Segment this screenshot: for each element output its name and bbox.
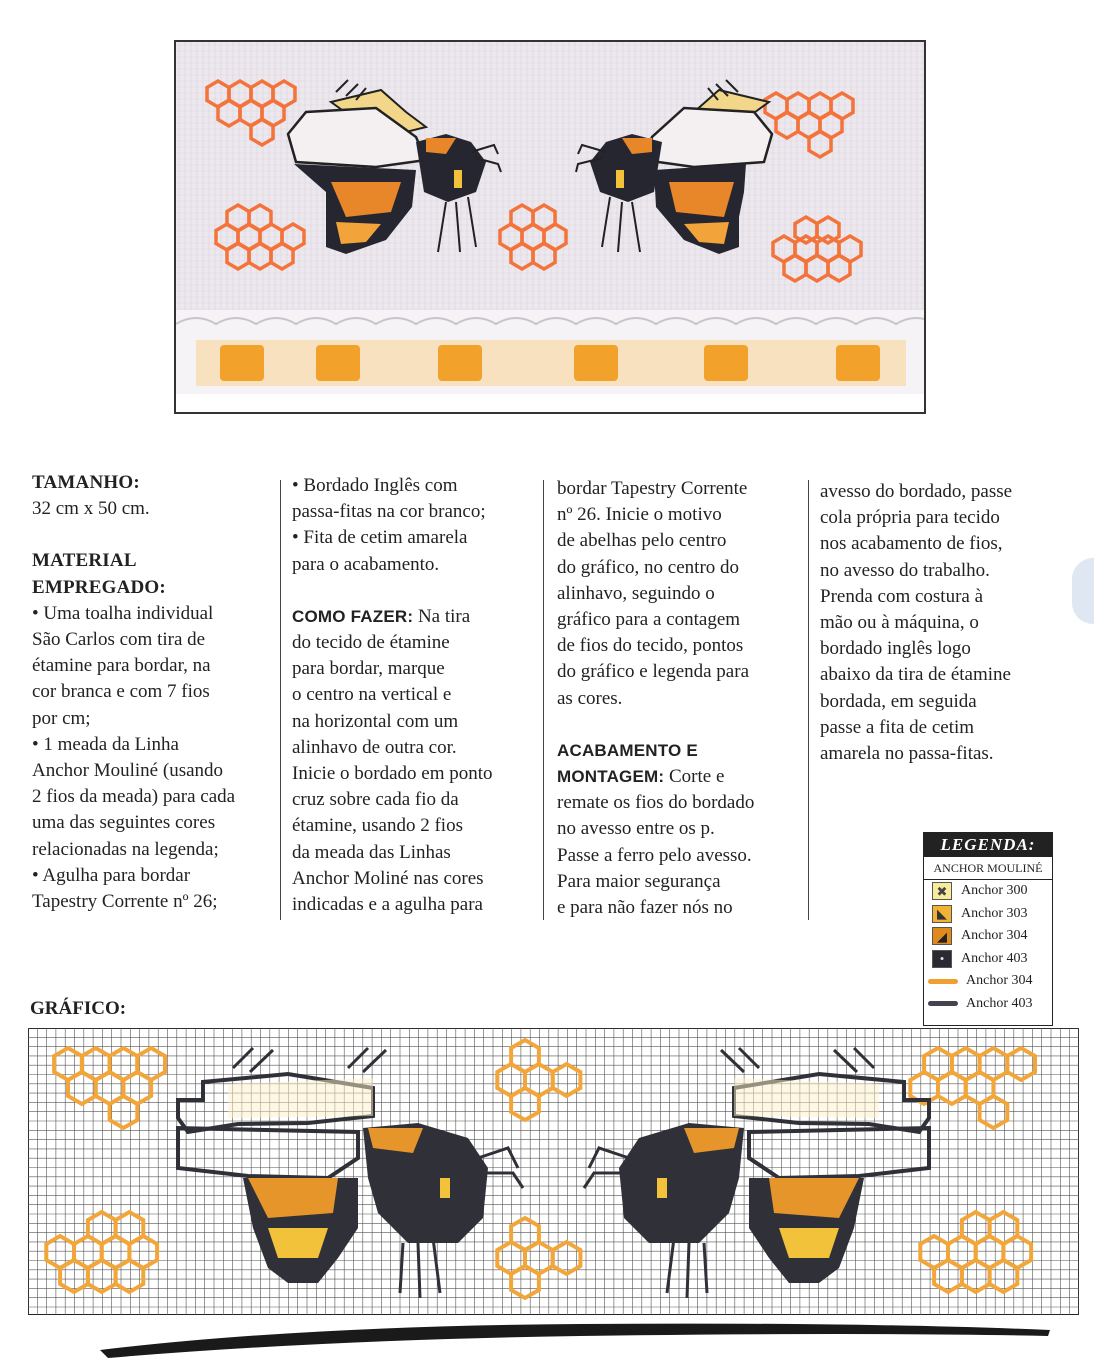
- text-line: de fios do tecido, pontos: [557, 635, 744, 657]
- legend-label: Anchor 403: [966, 995, 1033, 1011]
- text-line: amarela no passa-fitas.: [820, 743, 994, 765]
- legend-item: [924, 880, 1052, 903]
- legend-title: LEGENDA:: [924, 833, 1052, 857]
- column-divider: [808, 480, 809, 920]
- column-divider: [543, 480, 544, 920]
- text-line: étamine, usando 2 fios: [292, 815, 463, 837]
- photo-illustration: [176, 42, 924, 412]
- page-edge-tab: [1072, 558, 1094, 624]
- text-line: e para não fazer nós no: [557, 897, 733, 919]
- bee-stripe-yellow: [779, 1228, 839, 1258]
- text-line: passe a fita de cetim: [820, 716, 975, 738]
- como-fazer-heading: COMO FAZER:: [292, 606, 414, 626]
- legend-item: [924, 948, 1052, 971]
- material-list: [32, 601, 272, 915]
- embroidery-photo: [174, 40, 926, 414]
- acabamento-heading-line-1: ACABAMENTO E: [557, 740, 698, 760]
- text-line: mão ou à máquina, o: [820, 612, 979, 634]
- text-line: 2 fios da meada) para cada: [32, 786, 236, 808]
- material-heading-line-2: EMPREGADO:: [32, 576, 166, 598]
- legend-swatch-icon: ◣: [932, 905, 952, 923]
- text-line: o centro na vertical e: [292, 684, 452, 706]
- bee-eye: [440, 1178, 450, 1198]
- text-line: do gráfico e legenda para: [557, 661, 750, 683]
- column-divider: [280, 480, 281, 920]
- column-4: [820, 479, 1060, 767]
- legend-label: Anchor 303: [961, 905, 1028, 921]
- legend-swatch-icon: ✖: [932, 882, 952, 900]
- text-line: étamine para bordar, na: [32, 655, 211, 677]
- como-fazer-first-text: Na tira: [413, 605, 471, 627]
- column-2: [292, 473, 537, 918]
- legend-item: [924, 925, 1052, 948]
- decorative-brush-stroke: [100, 1318, 1060, 1358]
- photo-lace-border: [176, 310, 924, 412]
- legend-label: Anchor 403: [961, 950, 1028, 966]
- legend-line-swatch: [928, 979, 958, 984]
- text-line: de abelhas pelo centro: [557, 530, 727, 552]
- material-heading-line-1: MATERIAL: [32, 550, 137, 572]
- legend-subtitle: ANCHOR MOULINÉ: [924, 857, 1052, 880]
- size-value: 32 cm x 50 cm.: [32, 498, 150, 520]
- legend-label: Anchor 304: [966, 973, 1033, 989]
- text-line: na horizontal com um: [292, 710, 459, 732]
- text-line: alinhavo, seguindo o: [557, 582, 715, 604]
- bee-wing-fill: [228, 1078, 373, 1118]
- acabamento-heading-line-2: MONTAGEM:: [557, 767, 665, 787]
- text-line: abaixo da tira de étamine: [820, 664, 1011, 686]
- text-line: • Bordado Inglês com: [292, 475, 458, 496]
- legend-item: [924, 970, 1052, 993]
- text-line: avesso do bordado, passe: [820, 481, 1013, 502]
- legend-item: [924, 903, 1052, 926]
- text-line: uma das seguintes cores: [32, 812, 216, 834]
- text-line: bordado inglês logo: [820, 638, 971, 660]
- stitch-chart: [28, 1028, 1079, 1315]
- text-line: no avesso do trabalho.: [820, 559, 990, 581]
- legend-swatch-icon: ◢: [932, 927, 952, 945]
- text-line: nos acabamento de fios,: [820, 533, 1003, 555]
- como-fazer-text-continued: [557, 476, 797, 712]
- como-fazer-text: [292, 630, 537, 918]
- text-line: Tapestry Corrente nº 26;: [32, 891, 218, 913]
- como-fazer-first-line: [292, 604, 537, 630]
- chart-label: GRÁFICO:: [30, 998, 127, 1019]
- text-line: para o acabamento.: [292, 553, 440, 575]
- text-line: • Fita de cetim amarela: [292, 527, 468, 549]
- column-1: [32, 470, 272, 915]
- legend-items: [924, 880, 1052, 1015]
- text-line: cola própria para tecido: [820, 507, 1000, 529]
- text-line: São Carlos com tira de: [32, 629, 206, 651]
- bee-stripe-yellow: [268, 1228, 328, 1258]
- material-list-continued: [292, 473, 537, 578]
- text-line: • Uma toalha individual: [32, 602, 214, 624]
- text-line: Para maior segurança: [557, 870, 721, 892]
- text-line: remate os fios do bordado: [557, 792, 755, 814]
- text-line: • Agulha para bordar: [32, 864, 191, 886]
- text-line: Passe a ferro pelo avesso.: [557, 844, 752, 866]
- text-line: as cores.: [557, 687, 623, 709]
- text-line: bordada, em seguida: [820, 690, 977, 712]
- text-line: do tecido de étamine: [292, 632, 450, 654]
- acabamento-text-continued: [820, 479, 1060, 767]
- text-line: cor branca e com 7 fios: [32, 681, 210, 703]
- text-line: indicadas e a agulha para: [292, 894, 483, 916]
- text-line: alinhavo de outra cor.: [292, 736, 457, 758]
- legend-label: Anchor 304: [961, 928, 1028, 944]
- text-line: • 1 meada da Linha: [32, 733, 179, 755]
- bee-wing-fill: [734, 1078, 879, 1118]
- text-line: bordar Tapestry Corrente: [557, 478, 748, 499]
- legend-label: Anchor 300: [961, 883, 1028, 899]
- text-line: no avesso entre os p.: [557, 818, 715, 840]
- legend-item: [924, 993, 1052, 1016]
- acabamento-first-line: [557, 764, 797, 790]
- text-line: Inicie o bordado em ponto: [292, 763, 493, 785]
- text-line: gráfico para a contagem: [557, 609, 741, 631]
- acabamento-text: [557, 790, 797, 921]
- text-line: nº 26. Inicie o motivo: [557, 504, 722, 526]
- text-line: Prenda com costura à: [820, 585, 984, 607]
- legend-line-swatch: [928, 1001, 958, 1006]
- text-line: cruz sobre cada fio da: [292, 789, 459, 811]
- text-line: relacionadas na legenda;: [32, 838, 219, 860]
- text-line: Anchor Moliné nas cores: [292, 867, 484, 889]
- text-line: Anchor Mouliné (usando: [32, 760, 224, 782]
- legend-box: [923, 832, 1053, 1026]
- bee-eye: [657, 1178, 667, 1198]
- size-heading: TAMANHO:: [32, 472, 140, 493]
- acabamento-first-text: Corte e: [664, 766, 725, 788]
- column-3: [557, 476, 797, 921]
- text-line: passa-fitas na cor branco;: [292, 501, 486, 523]
- legend-swatch-icon: •: [932, 950, 952, 968]
- text-line: por cm;: [32, 707, 91, 729]
- text-line: para bordar, marque: [292, 658, 445, 680]
- text-line: da meada das Linhas: [292, 841, 451, 863]
- text-line: do gráfico, no centro do: [557, 556, 740, 578]
- stitch-chart-grid: [28, 1028, 1079, 1315]
